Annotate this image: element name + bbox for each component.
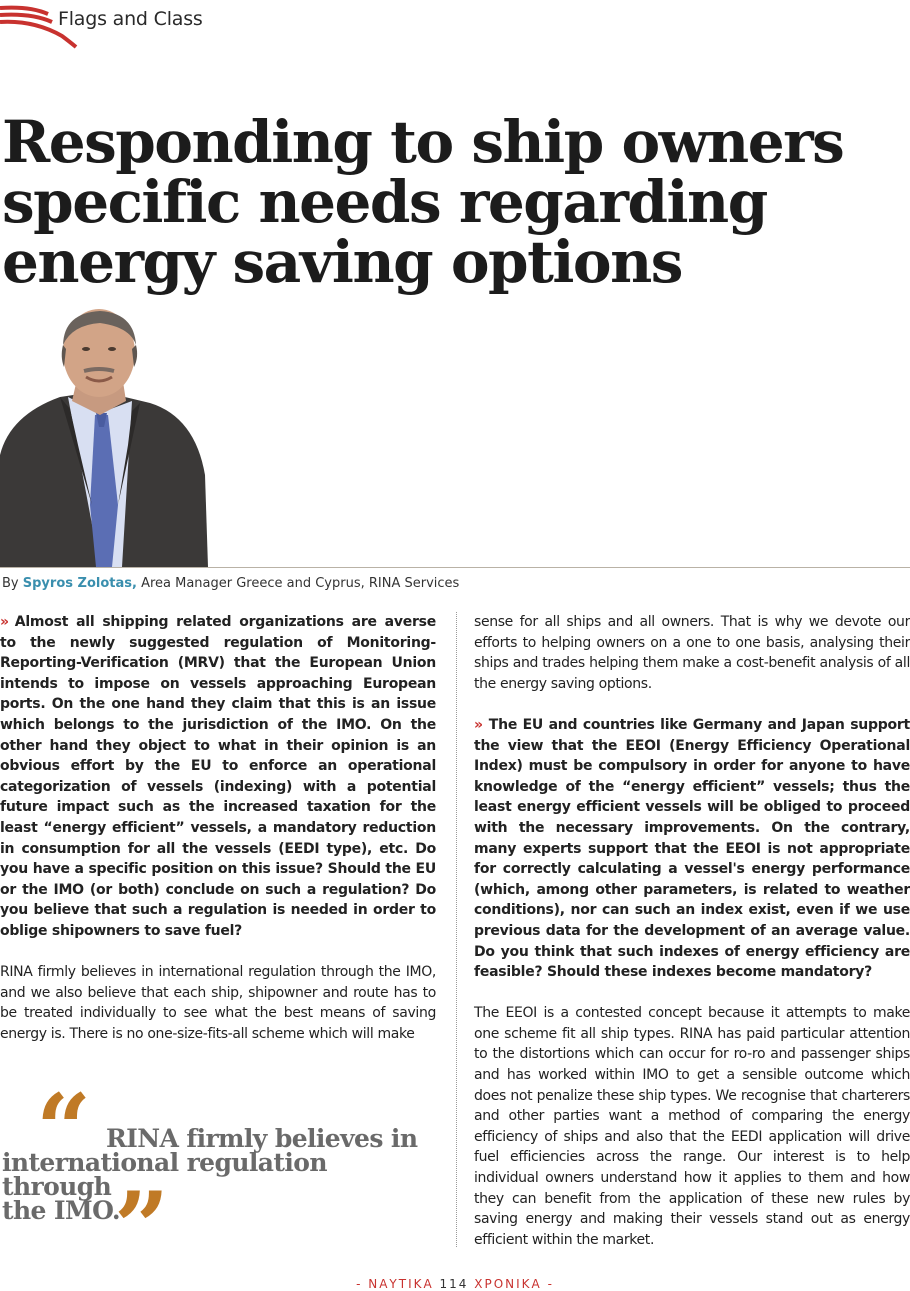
column-divider [456,612,457,1247]
pull-quote-line: the IMO. [2,1196,120,1225]
chevron-right-icon: » [474,716,483,733]
byline-prefix: By [2,576,19,591]
author-portrait [0,305,210,567]
answer-paragraph: sense for all ships and all owners. That is why we devote our efforts to helping owners on a one to one basis, analysing their ships and trades helping them make a cost-benefit analysis of all the energy saving options. [474,614,910,692]
section-title: Flags and Class [58,8,203,30]
footer-right: ΧΡΟΝΙΚΑ - [474,1277,554,1291]
question-text: The EU and countries like Germany and Japan support the view that the EEOI (Energy Efficiency Operational Index) must be compulsory in order for anyone to have knowledge of the “energy efficient” vessels; thus the least energy efficient vessels will be obliged to proceed with the necessary improvements. On the contrary, many experts support that the EEOI is not appropriate for correctly calculating a vessel's energy performance (which, among other parameters, is related to weather conditions), nor can such an index exist, even if we use previous data for the development of an average value. Do you think that such indexes of energy efficiency are feasible? Should these indexes become mandatory? [474,716,910,981]
answer-paragraph: RINA firmly believes in international regulation through the IMO, and we also believe that each ship, shipowner and route has to be treated individually to see what the best means of saving energy is. There is no one-size-fits-all scheme which will make [0,964,436,1042]
left-column [0,612,436,1044]
author-role: Area Manager Greece and Cyprus, RINA Services [141,576,460,591]
page-footer [0,1277,910,1291]
question-text: Almost all shipping related organizations are averse to the newly suggested regulation of Monitoring-Reporting-Verification (MRV) that the European Union intends to impose on vessels approaching European ports. On the one hand they claim that this is an issue which belongs to the jurisdiction of the IMO. On the other hand they object to what in their opinion is an obvious effort by the EU to enforce an operational categorization of vessels (indexing) with a potential future impact such as the increased taxation for the least “energy efficient” vessels, a mandatory reduction in consumption for all the vessels (EEDI type), etc. Do you have a specific position on this issue? Should the EU or the IMO (or both) conclude on such a regulation? Do you believe that such a regulation is needed in order to oblige shipowners to save fuel? [0,614,436,939]
right-column [474,612,910,1250]
footer-left: - ΝΑΥΤΙΚΑ [356,1277,434,1291]
question-paragraph [474,715,910,983]
byline [2,576,459,591]
chevron-right-icon: » [0,614,9,630]
author-name: Spyros Zolotas, [22,576,137,591]
answer-paragraph: The EEOI is a contested concept because it attempts to make one scheme fit all ship types. RINA has paid particular attention to the distortions which can occur for ro-ro and passenger ships and has worked within IMO to get a sensible outcome which does not penalize these ship types. We recognise that charterers and other parties want a method of comparing the energy efficiency of ships and also that the EEDI application will drive fuel efficiencies across the range. Our interest is to help individual owners understand how it applies to them and how they can benefit from the application of these new rules by saving energy and making their vessels stand out as energy efficient within the market. [474,1005,910,1248]
pull-quote-line: international regulation through [2,1148,327,1201]
article-title: Responding to ship owners specific needs regarding energy saving options [2,108,844,296]
close-quote-icon: ” [114,1171,170,1284]
pull-quote-line: RINA firmly believes in [106,1124,418,1153]
page-number: 114 [439,1277,469,1291]
header-divider [0,567,910,568]
open-quote-icon: “ [36,1073,92,1186]
question-paragraph [0,612,436,942]
pull-quote [2,1124,432,1225]
